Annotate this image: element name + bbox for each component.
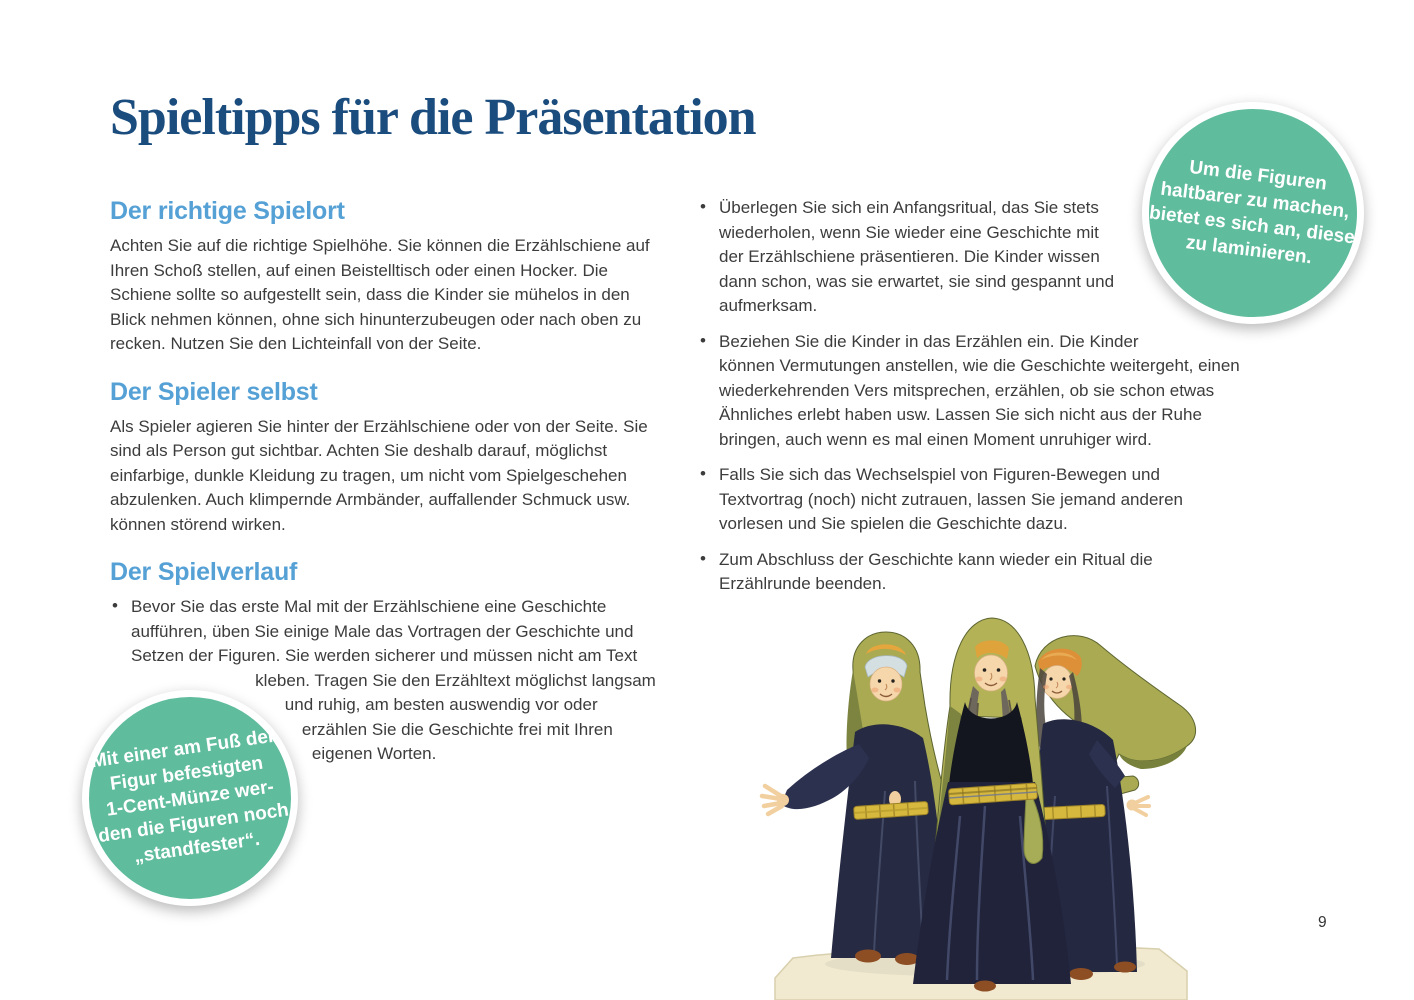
list-item <box>698 548 1247 597</box>
hint-badge-text: Um die Figuren haltbarer zu machen, bietet es sich an, diese zu laminieren. <box>1147 156 1356 269</box>
section-heading-spieler: Der Spieler selbst <box>110 377 318 406</box>
section-heading-spielort: Der richtige Spielort <box>110 197 345 225</box>
bullet-text: Falls Sie sich das Wechselspiel von Figuren-Bewegen und Textvortrag (noch) nicht zutrauen, lassen Sie jemand anderen vorlesen und Sie spielen die Geschichte dazu. <box>719 465 1183 533</box>
section-spielort <box>110 196 662 357</box>
list-item <box>698 463 1247 537</box>
bullet-dot: • <box>700 330 706 350</box>
list-item <box>698 330 1247 453</box>
section-body-spieler: Als Spieler agieren Sie hinter der Erzählschiene oder von der Seite. Sie sind als Person gut sichtbar. Achten Sie deshalb darauf, möglichst einfarbige, dunkle Kleidung zu tragen, um nicht vom Spielgeschehen abzulenken. Auch klimpernde Armbänder, auffallender Schmuck usw. können störend wirken. <box>110 416 648 534</box>
hint-badge-laminieren <box>1142 102 1364 324</box>
bullet-dot: • <box>112 596 118 615</box>
bullet-dot: • <box>700 464 706 483</box>
bullet-text: Zum Abschluss der Geschichte kann wieder ein Ritual die Erzählrunde beenden. <box>719 549 1153 593</box>
section-body-spielort: Achten Sie auf die richtige Spielhöhe. Sie können die Erzählschiene auf Ihren Schoß stellen, auf einen Beistelltisch oder einen Hocker. Die Schiene sollte so aufgestellt sein, dass die Kinder sie mühelos in den Blick nehmen können, ohne sich hinunterzubeugen oder nach oben zu recken. Nutzen Sie den Lichteinfall von der Seite. <box>110 236 650 353</box>
figure-left <box>762 632 949 965</box>
bullet-dot: • <box>700 548 706 568</box>
page-title: Spieltipps für die Präsentation <box>110 89 756 146</box>
hint-badge-text: Mit einer am Fuß der Figur befestigten 1-Cent-Münze wer- den die Figuren noch „standfester“. <box>89 725 291 867</box>
hint-badge-cent-muenze <box>82 690 298 906</box>
bullet-text: Beziehen Sie die Kinder in das Erzählen ein. Die Kinder können Vermutungen anstellen, wie die Geschichte weitergeht, einen wiederkehrenden Vers mitsprechen, erzählen, ob sie schon etwas Ähnliches erlebt haben usw. Lassen Sie sich nicht aus der Ruhe bringen, auch wenn es mal einen Moment unruhiger wird. <box>719 331 1240 449</box>
bullet-text: Überlegen Sie sich ein Anfangsritual, das Sie stets wiederholen, wenn Sie wieder eine Geschichte mit der Erzählschiene präsentieren. Die Kinder wissen dann schon, was sie erwartet, sie sind gespannt und aufmerksam. <box>719 198 1115 315</box>
section-spieler <box>110 377 662 538</box>
page-number: 9 <box>1318 914 1327 931</box>
bullet-text: Bevor Sie das erste Mal mit der Erzählschiene eine Geschichte aufführen, üben Sie einige Male das Vortragen der Geschichte und Setzen der Figuren. Sie werden sicherer und müssen nicht am Text kleben. Tragen Sie den Erzähltext möglichst langsam und ruhig, am besten auswendig vor oder erzählen Sie die Geschichte frei mit Ihren eigenen Worten. <box>131 597 656 763</box>
section-heading-spielverlauf: Der Spielverlauf <box>110 558 298 586</box>
bullet-dot: • <box>700 197 706 216</box>
three-figures-illustration <box>735 606 1235 1000</box>
